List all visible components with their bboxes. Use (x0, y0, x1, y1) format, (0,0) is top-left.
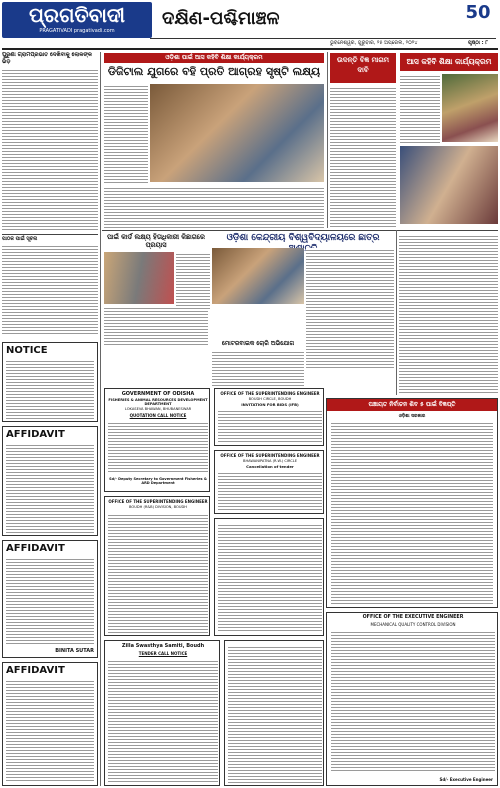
zilla-ad (104, 640, 220, 786)
logo-subtitle: PRAGATIVADI pragativadi.com (39, 28, 115, 34)
exec-ad-body (331, 630, 495, 772)
tender-box-1 (214, 388, 324, 446)
exec-ad-title: OFFICE OF THE EXECUTIVE ENGINEER (362, 615, 464, 620)
center-headline: ଡିଜିଟାଲ ଯୁଗରେ ବହି ପ୍ରତି ଆଗ୍ରହ ସୃଷ୍ଟି ଲକ୍ଷ୍ୟ (107, 65, 321, 78)
left-column (2, 52, 98, 786)
govt-ad-signature: Sd/- Deputy Secretary to Government Fisheries & ARD Department (109, 477, 207, 485)
affidavit3-body (6, 679, 94, 783)
zilla-ad-notice: TENDER CALL NOTICE (138, 651, 188, 656)
middle-left-body-2 (104, 306, 208, 346)
column-divider (396, 230, 397, 395)
exec-ad-sub: MECHANICAL QUALITY CONTROL DIVISION (370, 622, 456, 627)
govt-ad-title: GOVERNMENT OF ODISHA (121, 391, 195, 397)
govt-ad-notice: QUOTATION CALL NOTICE (129, 413, 187, 418)
affidavit2-signature: BINITA SUTAR (55, 648, 94, 654)
govt-ad-dept: FISHERIES & ANIMAL RESOURCES DEVELOPMENT DEPARTMENT (108, 398, 208, 406)
tender-box-2 (214, 450, 324, 514)
page-number: ପୃଷ୍ଠା : ୮ (468, 40, 488, 46)
story1-body (2, 68, 98, 232)
middle-photo (104, 252, 174, 304)
right-story-2-body (400, 74, 440, 144)
affidavit1-body (6, 443, 94, 533)
tender-box-3 (104, 496, 210, 636)
panchayat-ad-sub: ଓଡ଼ିଶା ସରକାର (398, 414, 426, 419)
tender3-sub: BOUDH (R&B) DIVISION, BOUDH (128, 505, 187, 509)
govt-ad-body (108, 421, 208, 473)
tender4-body (218, 523, 322, 633)
tender3-body (108, 513, 208, 633)
affidavit-box-1 (2, 426, 98, 536)
masthead-rule (2, 48, 498, 50)
story2-headline: ପାଠକ ପାଇଁ ସୂଚନା (2, 236, 38, 242)
tender1-title: OFFICE OF THE SUPERINTENDING ENGINEER (220, 391, 320, 396)
tender2-body (218, 471, 322, 511)
tender2-sub: BHAWANIPATNA (R.W.) CIRCLE (242, 459, 297, 463)
tender2-title: OFFICE OF THE SUPERINTENDING ENGINEER (220, 453, 320, 458)
panchayat-ad (326, 398, 498, 608)
exec-engineer-ad (326, 612, 498, 786)
middle-left-headline: ପାଇଁ କାର୍ଡ ଲକ୍ଷ୍ୟ ହିତାଧିକାରୀ କିଛାଗରେ ପ୍ରୟାସ (107, 233, 205, 249)
center-kicker: ଓଡ଼ିଶା ପାଇଁ ଆସ କହିବି ଶିକ୍ଷା କାର୍ଯ୍ୟକ୍ରମ (104, 53, 324, 63)
sub-story-body (212, 350, 304, 386)
notice-body (6, 359, 94, 419)
tender3-title: OFFICE OF THE SUPERINTENDING ENGINEER (108, 499, 208, 504)
story1-headline: ପୁରୁଣା ଗ୍ରାମପ୍ରଭାତ ଦେଖିବାକୁ ଲୋକଙ୍କ ଭିଡ଼ (2, 52, 92, 65)
affidavit3-title: AFFIDAVIT (6, 665, 65, 676)
right-headline-1-bg (330, 53, 396, 83)
affidavit-box-3 (2, 662, 98, 786)
notice-title: NOTICE (6, 345, 48, 356)
affidavit2-title: AFFIDAVIT (6, 543, 65, 554)
center-story-body-2 (104, 186, 324, 228)
panchayat-ad-title: ପଞ୍ଚାୟତ ନିର୍ବାଚନ ଶିବ ୫ ପାଇଁ ବିଜ୍ଞପ୍ତି (327, 399, 497, 411)
region-title: ଦକ୍ଷିଣ-ପଶ୍ଚିମାଞ୍ଚଳ (162, 8, 280, 29)
zilla-ad-body (108, 659, 218, 783)
right-long-story (399, 234, 498, 394)
center-story-body-1 (104, 84, 148, 184)
sub-headline: ମୋଟରବାଇକ ଚୋରି ଅଭିଯୋଗ (221, 340, 295, 347)
date-line: ଭୁବନେଶ୍ୱର, ଗୁରୁବାର, ୨୫ ଅପ୍ରେଲ, ୨୦୨୪ (330, 40, 418, 46)
govt-ad-address: LOKASEVA BHAWAN, BHUBANESWAR (124, 407, 192, 411)
masthead-meta-bar (150, 38, 496, 46)
panchayat-ad-body (331, 421, 493, 605)
right-story-1-body (330, 86, 396, 228)
zilla-ad-title: Zilla Swasthya Samiti, Boudh (121, 643, 205, 649)
event-photo (150, 84, 324, 182)
university-photo (212, 248, 304, 304)
newspaper-logo: ପ୍ରଗତିବାଦୀ (2, 2, 152, 38)
jubilee-emblem: 50 (465, 2, 491, 23)
right-story-photo (442, 74, 498, 142)
govt-quotation-ad (104, 388, 210, 492)
exec-ad-signature: Sd/- Executive Engineer (439, 777, 493, 782)
middle-right-headline: ଓଡ଼ିଶା କେନ୍ଦ୍ରୀୟ ବିଶ୍ୱବିଦ୍ୟାଳୟରେ ଛାତ୍ର (226, 233, 380, 243)
tender1-line: INVITATION FOR BIDS (IFB) (241, 402, 299, 407)
right-headline-2: ଆସ କହିବି ଶିକ୍ଷା କାର୍ଯ୍ୟକ୍ରମ (400, 53, 498, 71)
tender2-line: Cancellation of tender (246, 464, 294, 469)
affidavit-box-2 (2, 540, 98, 658)
section-rule (102, 230, 498, 231)
affidavit1-title: AFFIDAVIT (6, 429, 65, 440)
middle-left-body (176, 252, 210, 310)
middle-bottom-ad (224, 640, 324, 786)
right-headline-1: ଉଦନ୍ତି ବିଜ୍ଞ ମାଗମ ଦାବି (336, 56, 390, 74)
right-story-photo-2 (400, 146, 498, 224)
story2-body (2, 244, 98, 336)
tender1-sub: BOUDH CIRCLE, BOUDH (248, 397, 292, 401)
middle-bottom-ad-body (228, 645, 322, 783)
middle-right-body (306, 248, 394, 368)
tender-box-4 (214, 518, 324, 636)
masthead (2, 2, 498, 40)
divider (2, 234, 98, 235)
column-divider (327, 52, 328, 228)
column-divider (100, 52, 101, 786)
notice-box (2, 342, 98, 422)
affidavit2-body (6, 557, 94, 645)
tender1-body (218, 409, 322, 443)
